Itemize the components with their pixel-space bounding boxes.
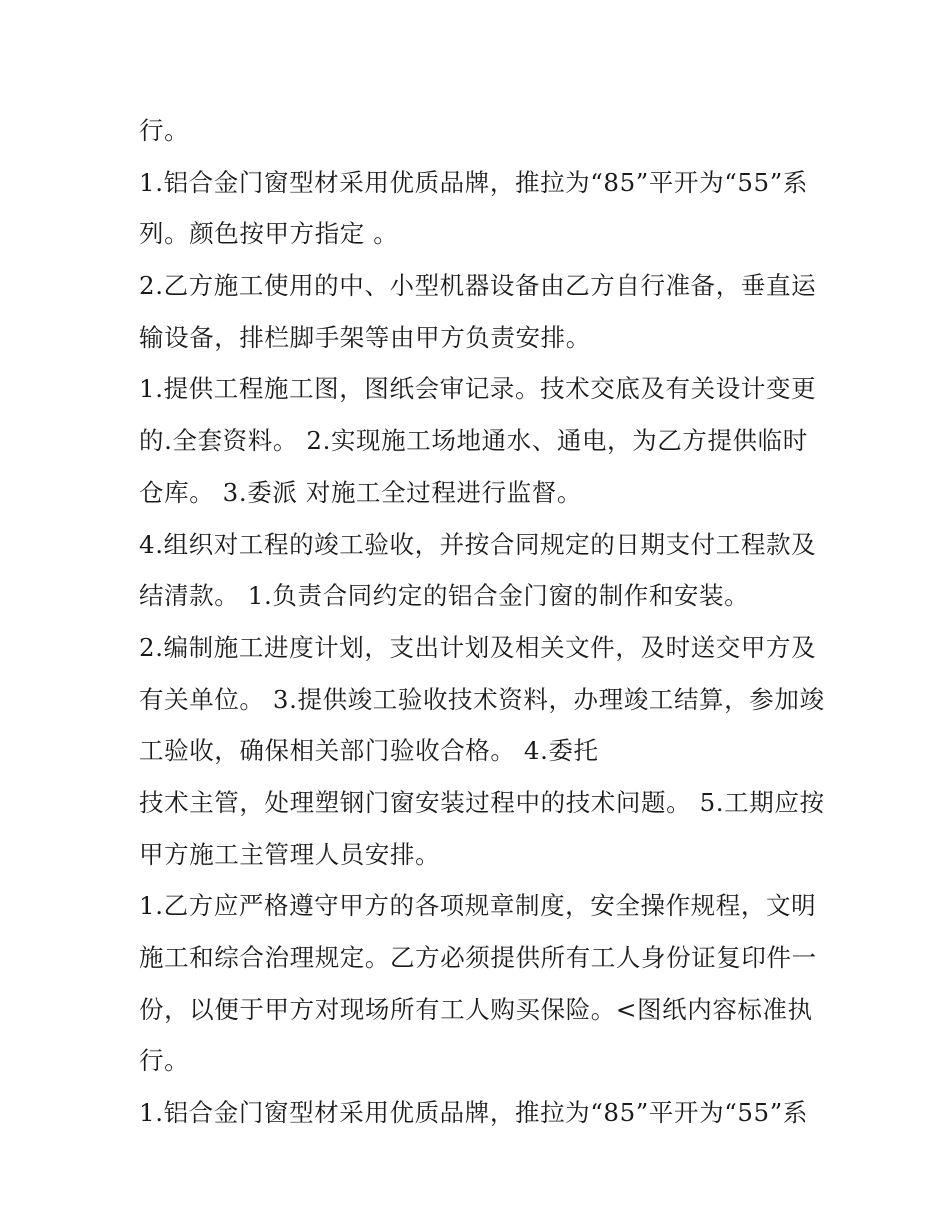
text-line: 1.铝合金门窗型材采用优质品牌，推拉为“85”平开为“55”系 — [139, 167, 808, 197]
text-line: 1.提供工程施工图，图纸会审记录。技术交底及有关设计变更 — [139, 374, 817, 404]
text-line: 份，以便于甲方对现场所有工人购买保险。<图纸内容标准执 — [139, 994, 813, 1024]
text-line: 仓库。 3.委派 对施工全过程进行监督。 — [139, 477, 582, 507]
text-line: 施工和综合治理规定。乙方必须提供所有工人身份证复印件一 — [139, 943, 817, 972]
text-line: 技术主管，处理塑钢门窗安装过程中的技术问题。 5.工期应按 — [139, 787, 825, 817]
text-line: 甲方施工主管理人员安排。 — [139, 839, 441, 869]
text-line: 行。 — [139, 1046, 190, 1076]
text-line: 输设备，排栏脚手架等由甲方负责安排。 — [139, 322, 591, 352]
text-line: 结清款。 1.负责合同约定的铝合金门窗的制作和安装。 — [139, 581, 750, 611]
text-line: 1.乙方应严格遵守甲方的各项规章制度，安全操作规程，文明 — [139, 891, 817, 921]
text-line: 2.编制施工进度计划，支出计划及相关文件，及时送交甲方及 — [139, 632, 817, 662]
text-line: 行。 — [139, 116, 190, 145]
text-line: 1.铝合金门窗型材采用优质品牌，推拉为“85”平开为“55”系 — [139, 1098, 808, 1128]
text-line: 2.乙方施工使用的中、小型机器设备由乙方自行准备，垂直运 — [139, 271, 817, 301]
text-line: 列。颜色按甲方指定 。 — [139, 219, 399, 249]
text-line: 工验收，确保相关部门验收合格。 4.委托 — [139, 736, 599, 766]
text-line: 4.组织对工程的竣工验收，并按合同规定的日期支付工程款及 — [139, 529, 817, 559]
text-line: 的.全套资料。 2.实现施工场地通水、通电，为乙方提供临时 — [139, 426, 808, 456]
text-line: 有关单位。 3.提供竣工验收技术资料，办理竣工结算，参加竣 — [139, 684, 825, 714]
document-body — [139, 105, 825, 1139]
